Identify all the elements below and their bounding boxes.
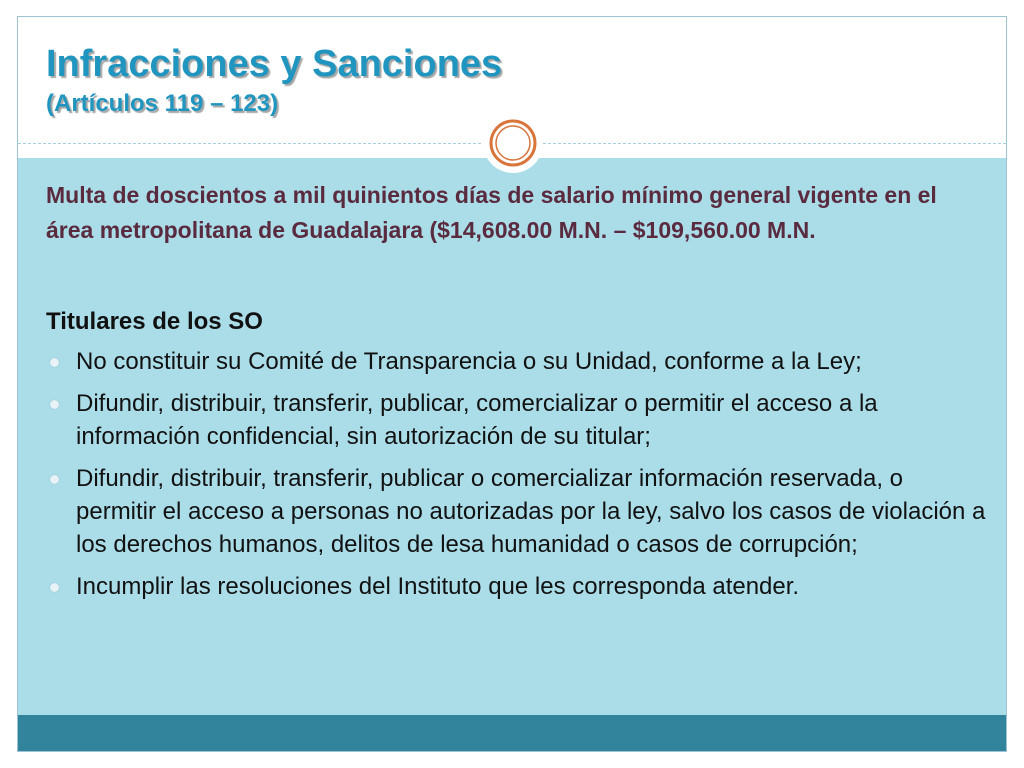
list-item [46, 570, 986, 603]
list-item-text: Difundir, distribuir, transferir, publicar o comercializar información reservada, o permitir el acceso a personas no autorizadas por la ley, salvo los casos de violación a los derechos humanos, delitos de lesa humanidad o casos de corrupción; [76, 465, 986, 558]
infractions-list [46, 345, 986, 612]
section-heading: Titulares de los SO [46, 308, 263, 335]
round-bullet-icon [50, 475, 59, 484]
round-bullet-icon [50, 358, 59, 367]
round-bullet-icon [50, 400, 59, 409]
slide [17, 16, 1007, 752]
slide-subtitle: (Artículos 119 – 123) [46, 90, 279, 117]
slide-title: Infracciones y Sanciones [46, 43, 503, 85]
round-bullet-icon [50, 583, 59, 592]
list-item [46, 462, 986, 561]
list-item-text: Difundir, distribuir, transferir, publicar, comercializar o permitir el acceso a la información confidencial, sin autorización de su titular; [76, 390, 878, 450]
list-item [46, 387, 986, 453]
fine-amount-text: Multa de doscientos a mil quinientos días de salario mínimo general vigente en el área metropolitana de Guadalajara ($14,608.00 M.N. – $109,560.00 M.N. [46, 182, 937, 243]
list-item [46, 345, 986, 378]
concentric-ring-ornament-icon [482, 112, 544, 174]
list-item-text: Incumplir las resoluciones del Instituto que les corresponda atender. [76, 573, 800, 600]
footer-bar [18, 715, 1006, 751]
list-item-text: No constituir su Comité de Transparencia o su Unidad, conforme a la Ley; [76, 348, 862, 375]
